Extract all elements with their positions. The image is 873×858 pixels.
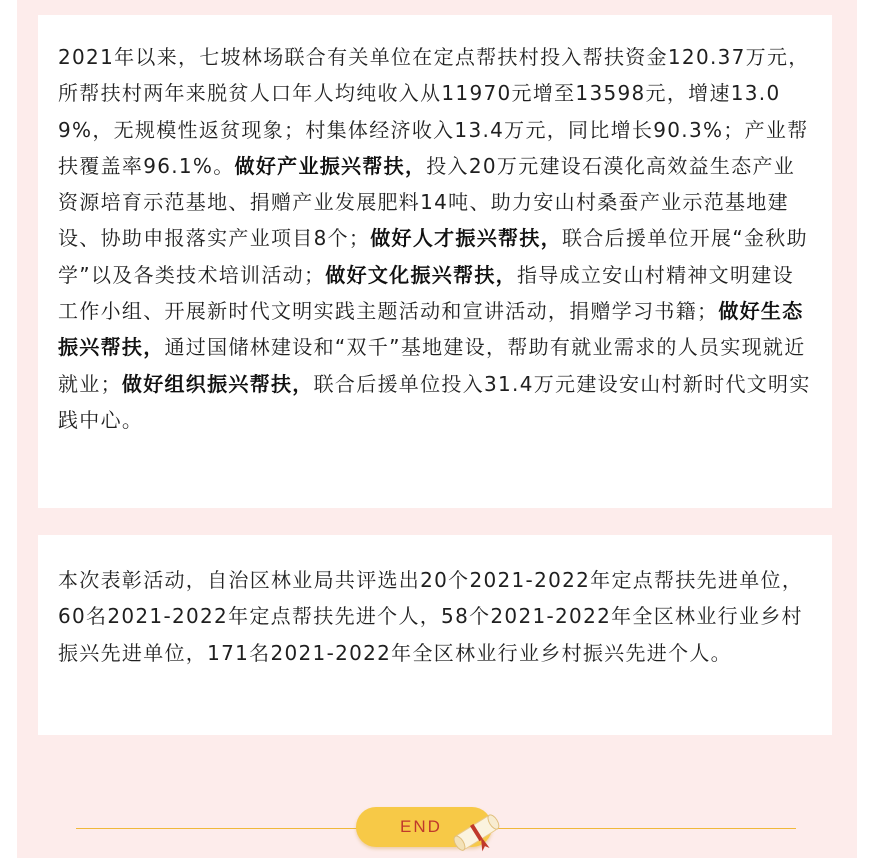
content-card-awards: [38, 535, 832, 735]
highlight-talent: 做好人才振兴帮扶，: [370, 226, 562, 251]
highlight-industry: 做好产业振兴帮扶，: [234, 153, 427, 178]
text-segment: 联合后援单位投入31.4万元建设安山村新时代文明实践中心。: [58, 371, 811, 432]
highlight-ecology: 做好生态振兴帮扶，: [58, 299, 804, 360]
text-segment: 指导成立安山村精神文明建设工作小组、开展新时代文明实践主题活动和宣讲活动，捐赠学习书籍；: [58, 262, 794, 324]
support-paragraph: [58, 39, 812, 438]
content-card-support: [38, 15, 832, 508]
text-segment: 通过国储林建设和“双千”基地建设，帮助有就业需求的人员实现就近就业；: [58, 335, 806, 396]
end-label: END: [400, 817, 442, 836]
awards-paragraph: 本次表彰活动，自治区林业局共评选出20个2021-2022年定点帮扶先进单位，60名2021-2022年定点帮扶先进个人，58个2021-2022年全区林业行业乡村振兴先进单位，171名2021-2022年全区林业行业乡村振兴先进个人。: [58, 568, 804, 665]
highlight-culture: 做好文化振兴帮扶，: [325, 262, 517, 287]
highlight-organization: 做好组织振兴帮扶，: [121, 371, 314, 396]
text-segment: 投入20万元建设石漠化高效益生态产业资源培育示范基地、捐赠产业发展肥料14吨、助力安山村桑蚕产业示范基地建设、协助申报落实产业项目8个；: [58, 153, 796, 251]
end-divider-left: [76, 828, 358, 829]
end-divider-right: [492, 828, 796, 829]
scroll-icon: [448, 806, 510, 856]
text-segment: 联合后援单位开展“金秋助学”以及各类技术培训活动；: [58, 226, 808, 287]
text-segment: 2021年以来，七坡林场联合有关单位在定点帮扶村投入帮扶资金120.37万元，所帮扶村两年来脱贫人口年人均纯收入从11970元增至13598元，增速13.09%，无规模性返贫现象；村集体经济收入13.4万元，同比增长90.3%；产业帮扶覆盖率96.1%。: [58, 45, 810, 178]
